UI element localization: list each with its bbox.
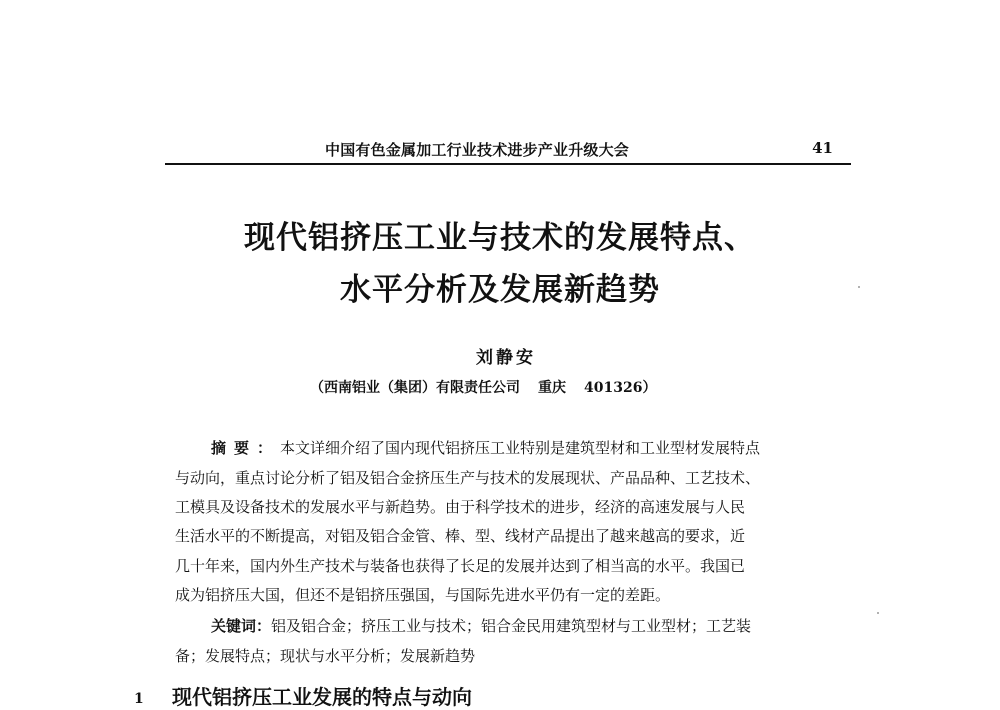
journal-title: 中国有色金属加工行业技术进步产业升级大会 xyxy=(325,141,630,159)
abstract-line-5: 几十年来，国内外生产技术与装备也获得了长足的发展并达到了相当高的水平。我国已 xyxy=(175,557,746,575)
abstract-line-1 xyxy=(211,437,825,458)
paper-title-line-2: 水平分析及发展新趋势 xyxy=(340,272,660,308)
scan-speck xyxy=(858,286,860,288)
section-title: 现代铝挤压工业发展的特点与动向 xyxy=(172,685,472,709)
page-number: 41 xyxy=(812,139,833,157)
keywords-line-1 xyxy=(211,615,825,636)
abstract-line-3: 工模具及设备技术的发展水平与新趋势。由于科学技术的进步，经济的高速发展与人民 xyxy=(175,498,746,516)
affiliation xyxy=(310,377,656,397)
scan-speck xyxy=(877,612,879,614)
abstract-line-4: 生活水平的不断提高，对铝及铝合金管、棒、型、线材产品提出了越来越高的要求，近 xyxy=(175,527,746,545)
running-header xyxy=(165,137,851,165)
section-heading xyxy=(134,681,472,710)
abstract-line-2: 与动向，重点讨论分析了铝及铝合金挤压生产与技术的发展现状、产品品种、工艺技术、 xyxy=(175,469,761,487)
abstract-label: 摘要： xyxy=(211,439,281,457)
abstract-line-6: 成为铝挤压大国，但还不是铝挤压强国，与国际先进水平仍有一定的差距。 xyxy=(175,586,671,604)
paper-title-line-1: 现代铝挤压工业与技术的发展特点、 xyxy=(244,220,756,256)
affiliation-org: （西南铝业（集团）有限责任公司 xyxy=(310,380,520,396)
affiliation-postcode: 401326） xyxy=(584,380,657,396)
author-name: 刘静安 xyxy=(476,348,536,368)
keywords-line-2: 备；发展特点；现状与水平分析；发展新趋势 xyxy=(175,647,476,665)
header-rule xyxy=(165,163,851,165)
keywords-text: 铝及铝合金；挤压工业与技术；铝合金民用建筑型材与工业型材；工艺装 xyxy=(271,617,752,635)
section-number: 1 xyxy=(134,690,144,707)
keywords-label: 关键词： xyxy=(211,617,272,635)
affiliation-city: 重庆 xyxy=(538,380,566,396)
abstract-text-line: 本文详细介绍了国内现代铝挤压工业特别是建筑型材和工业型材发展特点 xyxy=(280,439,761,457)
